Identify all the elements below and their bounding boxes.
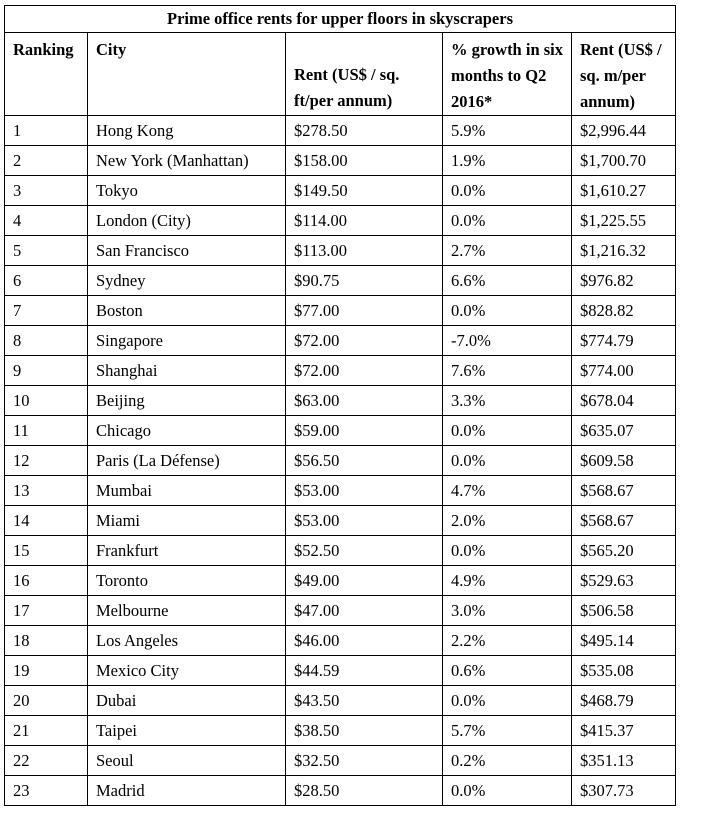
cell-rent-sqft: $52.50 <box>286 536 443 566</box>
cell-city: Taipei <box>88 716 286 746</box>
cell-rent-sqft: $46.00 <box>286 626 443 656</box>
cell-rank: 10 <box>5 386 88 416</box>
cell-rent-sqm: $2,996.44 <box>572 116 676 146</box>
table-row <box>5 686 676 716</box>
cell-rank: 19 <box>5 656 88 686</box>
cell-rent-sqm: $529.63 <box>572 566 676 596</box>
cell-rent-sqft: $114.00 <box>286 206 443 236</box>
cell-growth: 7.6% <box>443 356 572 386</box>
header-rent-sqm: Rent (US$ / sq. m/per annum) <box>572 33 676 116</box>
cell-rent-sqm: $1,216.32 <box>572 236 676 266</box>
cell-rent-sqm: $774.79 <box>572 326 676 356</box>
cell-city: Melbourne <box>88 596 286 626</box>
rents-table <box>4 5 676 806</box>
table-row <box>5 476 676 506</box>
cell-rent-sqft: $72.00 <box>286 356 443 386</box>
cell-rank: 22 <box>5 746 88 776</box>
cell-rank: 16 <box>5 566 88 596</box>
cell-city: Frankfurt <box>88 536 286 566</box>
cell-rank: 18 <box>5 626 88 656</box>
cell-rank: 4 <box>5 206 88 236</box>
cell-rent-sqft: $43.50 <box>286 686 443 716</box>
cell-rank: 12 <box>5 446 88 476</box>
table-row <box>5 206 676 236</box>
cell-rent-sqm: $609.58 <box>572 446 676 476</box>
cell-rent-sqm: $568.67 <box>572 506 676 536</box>
cell-rank: 13 <box>5 476 88 506</box>
table-row <box>5 506 676 536</box>
table-row <box>5 146 676 176</box>
cell-rank: 2 <box>5 146 88 176</box>
cell-rent-sqm: $468.79 <box>572 686 676 716</box>
cell-growth: 0.2% <box>443 746 572 776</box>
cell-city: Beijing <box>88 386 286 416</box>
cell-growth: 0.0% <box>443 776 572 806</box>
cell-rank: 7 <box>5 296 88 326</box>
header-rent-sqft: Rent (US$ / sq. ft/per annum) <box>286 33 443 116</box>
cell-rank: 8 <box>5 326 88 356</box>
cell-city: Miami <box>88 506 286 536</box>
cell-rent-sqft: $72.00 <box>286 326 443 356</box>
cell-rank: 23 <box>5 776 88 806</box>
cell-city: Sydney <box>88 266 286 296</box>
cell-rank: 21 <box>5 716 88 746</box>
header-growth: % growth in six months to Q2 2016* <box>443 33 572 116</box>
cell-rent-sqft: $49.00 <box>286 566 443 596</box>
cell-growth: 3.0% <box>443 596 572 626</box>
cell-rent-sqm: $976.82 <box>572 266 676 296</box>
cell-growth: 0.0% <box>443 176 572 206</box>
cell-growth: 5.9% <box>443 116 572 146</box>
cell-rent-sqft: $44.59 <box>286 656 443 686</box>
cell-rent-sqft: $47.00 <box>286 596 443 626</box>
cell-growth: 6.6% <box>443 266 572 296</box>
cell-city: Tokyo <box>88 176 286 206</box>
table-row <box>5 386 676 416</box>
cell-city: Los Angeles <box>88 626 286 656</box>
cell-rent-sqft: $53.00 <box>286 506 443 536</box>
table-row <box>5 746 676 776</box>
cell-growth: 0.0% <box>443 296 572 326</box>
cell-rent-sqm: $351.13 <box>572 746 676 776</box>
table-row <box>5 236 676 266</box>
cell-rent-sqm: $774.00 <box>572 356 676 386</box>
cell-growth: 3.3% <box>443 386 572 416</box>
cell-rent-sqft: $53.00 <box>286 476 443 506</box>
cell-city: London (City) <box>88 206 286 236</box>
cell-rank: 17 <box>5 596 88 626</box>
table-row <box>5 296 676 326</box>
table-row <box>5 536 676 566</box>
cell-rank: 15 <box>5 536 88 566</box>
cell-rent-sqm: $635.07 <box>572 416 676 446</box>
cell-rent-sqm: $568.67 <box>572 476 676 506</box>
cell-rent-sqm: $1,225.55 <box>572 206 676 236</box>
cell-city: Chicago <box>88 416 286 446</box>
cell-city: Toronto <box>88 566 286 596</box>
cell-rent-sqft: $63.00 <box>286 386 443 416</box>
cell-city: Mumbai <box>88 476 286 506</box>
table-row <box>5 596 676 626</box>
cell-rank: 20 <box>5 686 88 716</box>
cell-rent-sqft: $149.50 <box>286 176 443 206</box>
cell-rent-sqm: $828.82 <box>572 296 676 326</box>
cell-rent-sqft: $59.00 <box>286 416 443 446</box>
cell-growth: 2.2% <box>443 626 572 656</box>
cell-growth: 1.9% <box>443 146 572 176</box>
rents-table-container <box>4 5 676 806</box>
cell-growth: 2.7% <box>443 236 572 266</box>
cell-rent-sqm: $495.14 <box>572 626 676 656</box>
cell-growth: 0.0% <box>443 536 572 566</box>
cell-rent-sqft: $56.50 <box>286 446 443 476</box>
table-row <box>5 776 676 806</box>
cell-rank: 9 <box>5 356 88 386</box>
cell-rank: 5 <box>5 236 88 266</box>
cell-rent-sqft: $158.00 <box>286 146 443 176</box>
cell-city: Paris (La Défense) <box>88 446 286 476</box>
cell-rent-sqm: $307.73 <box>572 776 676 806</box>
cell-rent-sqft: $28.50 <box>286 776 443 806</box>
table-row <box>5 266 676 296</box>
cell-rent-sqft: $38.50 <box>286 716 443 746</box>
table-row <box>5 716 676 746</box>
cell-growth: 0.0% <box>443 686 572 716</box>
cell-rent-sqm: $565.20 <box>572 536 676 566</box>
cell-growth: 0.6% <box>443 656 572 686</box>
cell-city: Shanghai <box>88 356 286 386</box>
cell-growth: 4.7% <box>443 476 572 506</box>
cell-city: San Francisco <box>88 236 286 266</box>
cell-rent-sqm: $506.58 <box>572 596 676 626</box>
cell-city: Dubai <box>88 686 286 716</box>
cell-growth: 0.0% <box>443 446 572 476</box>
table-row <box>5 416 676 446</box>
table-row <box>5 116 676 146</box>
cell-rank: 11 <box>5 416 88 446</box>
cell-growth: 0.0% <box>443 416 572 446</box>
cell-rank: 1 <box>5 116 88 146</box>
cell-growth: -7.0% <box>443 326 572 356</box>
cell-growth: 2.0% <box>443 506 572 536</box>
table-row <box>5 446 676 476</box>
table-row <box>5 326 676 356</box>
cell-rank: 14 <box>5 506 88 536</box>
cell-rank: 6 <box>5 266 88 296</box>
table-row <box>5 656 676 686</box>
table-body <box>5 116 676 806</box>
table-row <box>5 566 676 596</box>
table-row <box>5 176 676 206</box>
cell-rent-sqft: $77.00 <box>286 296 443 326</box>
cell-rent-sqm: $1,610.27 <box>572 176 676 206</box>
header-ranking: Ranking <box>5 33 88 116</box>
cell-rent-sqm: $678.04 <box>572 386 676 416</box>
cell-city: Seoul <box>88 746 286 776</box>
cell-city: Boston <box>88 296 286 326</box>
cell-rank: 3 <box>5 176 88 206</box>
cell-rent-sqft: $113.00 <box>286 236 443 266</box>
header-city: City <box>88 33 286 116</box>
cell-rent-sqm: $415.37 <box>572 716 676 746</box>
cell-city: Mexico City <box>88 656 286 686</box>
table-title: Prime office rents for upper floors in skyscrapers <box>5 6 676 33</box>
cell-city: Madrid <box>88 776 286 806</box>
table-row <box>5 356 676 386</box>
header-row <box>5 33 676 116</box>
cell-city: Singapore <box>88 326 286 356</box>
cell-rent-sqft: $32.50 <box>286 746 443 776</box>
cell-rent-sqft: $278.50 <box>286 116 443 146</box>
cell-city: Hong Kong <box>88 116 286 146</box>
cell-city: New York (Manhattan) <box>88 146 286 176</box>
cell-rent-sqm: $535.08 <box>572 656 676 686</box>
cell-rent-sqm: $1,700.70 <box>572 146 676 176</box>
cell-growth: 0.0% <box>443 206 572 236</box>
cell-rent-sqft: $90.75 <box>286 266 443 296</box>
table-row <box>5 626 676 656</box>
cell-growth: 5.7% <box>443 716 572 746</box>
cell-growth: 4.9% <box>443 566 572 596</box>
